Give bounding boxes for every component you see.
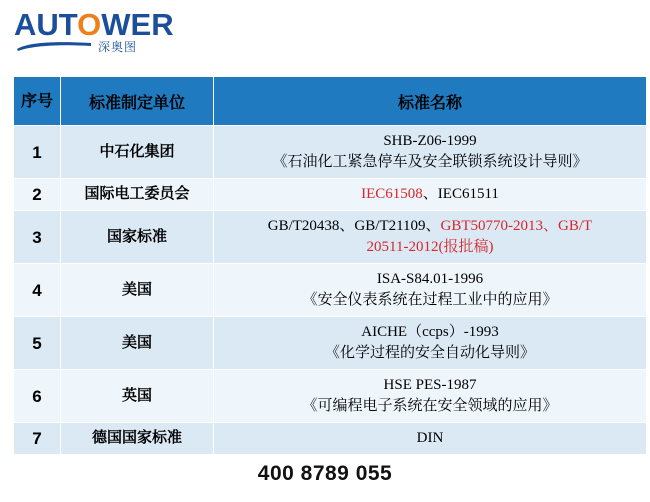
logo-word-part1: AUT [14, 7, 78, 42]
cell-name [214, 317, 647, 370]
standards-table [13, 76, 647, 455]
cell-name-line [218, 428, 642, 449]
cell-name-text: 《化学过程的安全自动化导则》 [324, 345, 535, 361]
table-row [14, 317, 647, 370]
logo-word-part2: O [77, 7, 102, 42]
cell-org: 国家标准 [61, 211, 214, 264]
column-header-name: 标准名称 [214, 77, 647, 126]
cell-no: 7 [14, 423, 61, 455]
cell-no: 3 [14, 211, 61, 264]
cell-org: 中石化集团 [61, 126, 214, 179]
cell-name [214, 370, 647, 423]
column-header-no: 序号 [14, 77, 61, 126]
cell-name-text: ISA-S84.01-1996 [376, 271, 484, 287]
table-row [14, 423, 647, 455]
cell-name-text: HSE PES-1987 [383, 377, 477, 393]
cell-no: 2 [14, 179, 61, 211]
table-row [14, 370, 647, 423]
cell-no: 6 [14, 370, 61, 423]
cell-name-text: 《安全仪表系统在过程工业中的应用》 [302, 292, 558, 308]
cell-org: 德国国家标准 [61, 423, 214, 455]
cell-name-text: IEC61508 [361, 186, 423, 202]
logo-word-part3: WER [101, 7, 174, 42]
cell-name-line [218, 343, 642, 364]
cell-name-line [218, 152, 642, 173]
cell-no: 4 [14, 264, 61, 317]
logo-wordmark [14, 8, 244, 42]
cell-name-line [218, 290, 642, 311]
cell-name-suffix-red: GBT50770-2013、GB/T [440, 218, 593, 234]
table-row [14, 126, 647, 179]
cell-name-line [218, 322, 642, 343]
cell-name [214, 126, 647, 179]
cell-name-suffix: 、IEC61511 [422, 186, 499, 202]
cell-name-text: GB/T20438、GB/T21109、 [267, 218, 441, 234]
cell-no: 5 [14, 317, 61, 370]
cell-name-line [218, 375, 642, 396]
cell-name-text: DIN [416, 430, 444, 446]
table-body [14, 126, 647, 455]
logo-subtitle: 深奥图 [98, 40, 138, 54]
cell-org: 美国 [61, 317, 214, 370]
table-row [14, 264, 647, 317]
cell-name [214, 423, 647, 455]
cell-name-line [218, 184, 642, 205]
table-row [14, 211, 647, 264]
logo-swoosh-icon [15, 40, 93, 52]
footer-phone: 400 8789 055 [257, 462, 393, 485]
cell-name-text: 《石油化工紧急停车及安全联锁系统设计导则》 [272, 154, 588, 170]
cell-org: 美国 [61, 264, 214, 317]
cell-no: 1 [14, 126, 61, 179]
cell-name-text: AICHE（ccps）-1993 [361, 324, 499, 340]
table-header-row [14, 77, 647, 126]
cell-name [214, 179, 647, 211]
cell-name-line [218, 237, 642, 258]
table-header [14, 77, 647, 126]
cell-name-text: 《可编程电子系统在安全领域的应用》 [302, 398, 558, 414]
cell-name-text: SHB-Z06-1999 [383, 133, 477, 149]
table-row [14, 179, 647, 211]
company-logo [14, 8, 244, 60]
cell-name-line [218, 396, 642, 417]
cell-name-line [218, 269, 642, 290]
cell-name-line [218, 131, 642, 152]
cell-name [214, 211, 647, 264]
cell-name-text: 20511-2012(报批稿) [366, 239, 494, 255]
cell-name [214, 264, 647, 317]
column-header-org: 标准制定单位 [61, 77, 214, 126]
cell-org: 国际电工委员会 [61, 179, 214, 211]
cell-name-line [218, 216, 642, 237]
cell-org: 英国 [61, 370, 214, 423]
